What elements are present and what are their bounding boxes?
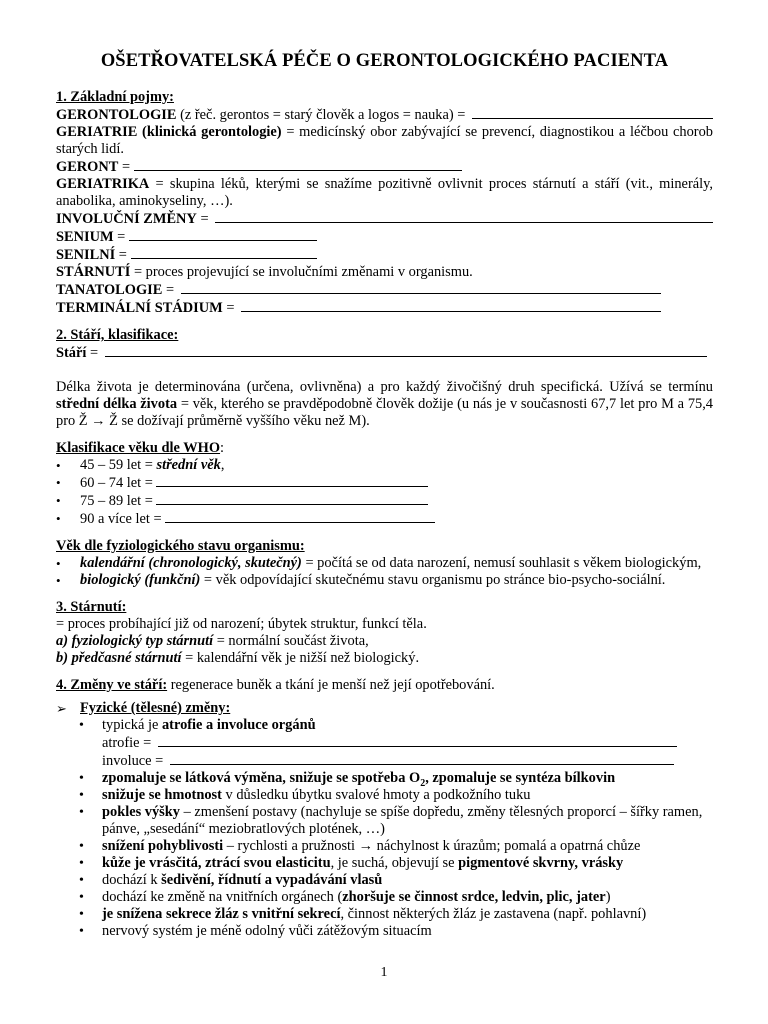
blank-line: [181, 281, 661, 294]
blank-line: [156, 474, 428, 487]
blank-line: [105, 344, 707, 357]
list-item: • biologický (funkční) = věk odpovídající skutečnému stavu organismu po stránce bio-psycho-sociální.: [56, 572, 713, 589]
physiological-heading: Věk dle fyziologického stavu organismu:: [56, 538, 305, 554]
section-aging: 3. Stárnutí: = proces probíhající již od narození; úbytek struktur, funkcí těla. a) fyziologický typ stárnutí = normální součást života, b) předčasné stárnutí = kalendářní věk je nižší než biologický.: [56, 599, 713, 667]
physiological-age: [56, 538, 713, 589]
term-senium: SENIUM =: [56, 228, 713, 246]
list-item: • kalendářní (chronologický, skutečný) = počítá se od data narození, nemusí souhlasit s věkem biologickým,: [56, 555, 713, 572]
subsection-heading: Fyzické (tělesné) změny:: [80, 700, 231, 716]
physical-changes-list: [56, 717, 713, 940]
section-heading: 4. Změny ve stáří:: [56, 677, 168, 693]
section-heading: 3. Stárnutí:: [56, 599, 127, 615]
list-item: • 75 – 89 let =: [56, 492, 713, 510]
term-terminalni-stadium: TERMINÁLNÍ STÁDIUM =: [56, 299, 661, 317]
list-item: • 60 – 74 let =: [56, 474, 713, 492]
atrofie-line: atrofie =: [102, 734, 677, 752]
life-expectancy-paragraph: Délka života je determinována (určena, ovlivněna) a pro každý živočišný druh specifická. Užívá se termínu střední délka života = věk, kterého se pravděpodobně člověk dožije (u nás je v současnosti 67,7 let pro M a 75,4 pro Ž → Ž se dožívají průměrně vyššího věku než M).: [56, 379, 713, 429]
blank-line: [215, 210, 713, 223]
section-heading: 2. Stáří, klasifikace:: [56, 327, 179, 343]
who-classification: Klasifikace věku dle WHO: • 45 – 59 let = střední věk, • 60 – 74 let = • 75 – 89 let = • 90 a více let =: [56, 440, 713, 528]
term-geriatrie: GERIATRIE (klinická gerontologie) = medicínský obor zabývající se prevencí, diagnostikou a léčbou chorob starých lidí.: [56, 124, 713, 157]
blank-line: [156, 492, 428, 505]
list-item: • 90 a více let =: [56, 510, 713, 528]
list-item: • 45 – 59 let = střední věk,: [56, 457, 713, 474]
list-item: • kůže je vrásčitá, ztrácí svou elasticitu, je suchá, objevují se pigmentové skvrny, vrásky: [56, 855, 713, 872]
blank-line: [165, 510, 435, 523]
section-changes: 4. Změny ve stáří: regenerace buněk a tkání je menší než její opotřebování. ➢ Fyzické (tělesné) změny: • typická je atrofie a involuce orgánů atrofie = involuce = • zpomaluje se látková výměna, snižuje se spotřeba $O_2$, zpomaluje se syntéza bílkovin • snižuje se hmotnost v důsledku úbytku svalové hmoty a podkožního tuku • pokles výšky – zmenšení postavy (nachyluje se spíše dopředu, změny tělesných proporcí – šířky ramen, pánve, „sesedání“ meziobratlových plotének, …) • snížení pohyblivosti – rychlosti a pružnosti → náchylnost k úrazům; pomalá a opatrná chůze • kůže je vrásčitá, ztrácí svou elasticitu, je suchá, objevují se pigmentové skvrny, vrásky • dochází k šedivění, řídnutí a vypadávání vlasů • dochází ke změně na vnitřních orgánech (zhoršuje se činnost srdce, ledvin, plic, jater) • je snížena sekrece žláz s vnitřní sekrecí, činnost některých žláz je zastavena (např. pohlavní) • nervový systém je méně odolný vůči zátěžovým situacím: [56, 677, 713, 940]
section-heading: 1. Základní pojmy:: [56, 89, 174, 105]
document-title: OŠETŘOVATELSKÁ PÉČE O GERONTOLOGICKÉHO PACIENTA: [100, 51, 669, 71]
page-number: 1: [380, 965, 388, 980]
term-senilni: SENILNÍ =: [56, 246, 713, 264]
physical-changes: [56, 700, 713, 717]
blank-line: [131, 246, 317, 259]
term-tanatologie: TANATOLOGIE =: [56, 281, 661, 299]
who-list: [56, 457, 713, 528]
list-item: • nervový systém je méně odolný vůči zátěžovým situacím: [56, 923, 713, 940]
list-item: • snižuje se hmotnost v důsledku úbytku svalové hmoty a podkožního tuku: [56, 787, 713, 804]
term-involucni-zmeny: INVOLUČNÍ ZMĚNY =: [56, 210, 713, 228]
term-gerontologie: GERONTOLOGIE (z řeč. gerontos = starý člověk a logos = nauka) =: [56, 106, 713, 124]
who-heading: Klasifikace věku dle WHO: [56, 440, 221, 456]
blank-line: [170, 752, 674, 765]
term-geriatrika: GERIATRIKA = skupina léků, kterými se snažíme pozitivně ovlivnit proces stárnutí a stáří (vit., minerály, anabolika, aminokyseliny, …).: [56, 176, 713, 209]
physiological-list: [56, 555, 713, 589]
list-item: • snížení pohyblivosti – rychlosti a pružnosti → náchylnost k úrazům; pomalá a opatrná chůze: [56, 838, 713, 855]
blank-line: [158, 734, 677, 747]
blank-line: [472, 106, 713, 119]
list-item: • pokles výšky – zmenšení postavy (nachyluje se spíše dopředu, změny tělesných proporcí – šířky ramen, pánve, „sesedání“ meziobratlových plotének, …): [56, 804, 713, 838]
term-geront: GERONT =: [56, 158, 713, 176]
blank-line: [134, 158, 462, 171]
list-item: • dochází k šedivění, řídnutí a vypadávání vlasů: [56, 872, 713, 889]
blank-line: [241, 299, 661, 312]
term-starnuti: STÁRNUTÍ = proces projevující se involučními změnami v organismu.: [56, 264, 473, 280]
document-page: [56, 50, 713, 940]
section-old-age: [56, 327, 713, 589]
list-item: • dochází ke změně na vnitřních orgánech (zhoršuje se činnost srdce, ledvin, plic, jater): [56, 889, 713, 906]
blank-line: [129, 228, 317, 241]
list-item: • zpomaluje se látková výměna, snižuje se spotřeba $O_2$, zpomaluje se syntéza bílkovin: [56, 770, 713, 787]
involuce-line: involuce =: [102, 752, 674, 770]
arrow-bullet-icon: ➢: [56, 701, 67, 716]
term-stari: Stáří =: [56, 344, 707, 362]
list-item: • je snížena sekrece žláz s vnitřní sekrecí, činnost některých žláz je zastavena (např. pohlavní): [56, 906, 713, 923]
section-basic-terms: [56, 89, 713, 317]
list-item: • typická je atrofie a involuce orgánů atrofie = involuce =: [56, 717, 713, 770]
